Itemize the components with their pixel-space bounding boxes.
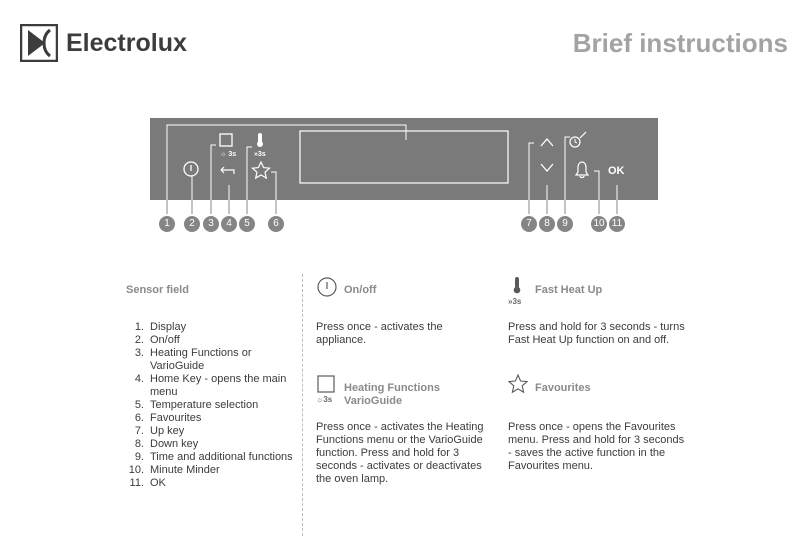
callout-3: 3 <box>203 216 219 232</box>
list-item-number: 7. <box>134 425 144 437</box>
list-item <box>124 438 294 451</box>
onoff-heading: On/off <box>344 284 377 296</box>
callout-1: 1 <box>159 216 175 232</box>
list-item <box>124 477 294 490</box>
heating-functions-heading: Heating Functions <box>344 382 440 394</box>
list-item-text: Favourites <box>150 412 202 424</box>
list-item <box>124 464 294 477</box>
callout-9: 9 <box>557 216 573 232</box>
list-item-text: On/off <box>150 334 180 346</box>
brand-name: Electrolux <box>66 28 187 57</box>
callout-10: 10 <box>591 216 607 232</box>
list-item <box>124 451 294 464</box>
sensor-field-list <box>124 321 294 490</box>
list-item-text: Down key <box>150 438 199 450</box>
list-item-text: Temperature selection <box>150 399 259 411</box>
callout-11: 11 <box>609 216 625 232</box>
list-item-text: OK <box>150 477 166 489</box>
favourites-description: Press once - opens the Favourites menu. Press and hold for 3 seconds - saves the active function in the Favourites menu. <box>508 421 685 472</box>
callout-2: 2 <box>184 216 200 232</box>
favourites-heading: Favourites <box>535 382 591 394</box>
list-item <box>124 425 294 438</box>
list-item <box>124 412 294 425</box>
callout-4: 4 <box>221 216 237 232</box>
fast-heat-up-description: Press and hold for 3 seconds - turns Fast Heat Up function on and off. <box>508 321 685 346</box>
fast-heat-hold-label: »3s <box>254 151 266 158</box>
list-item-number: 4. <box>134 373 144 385</box>
list-item-number: 6. <box>134 412 144 424</box>
list-item-number: 3. <box>134 347 144 359</box>
list-item-text: Heating Functions or VarioGuide <box>150 347 252 372</box>
ok-key[interactable]: OK <box>608 165 625 177</box>
lamp-hold-label: ☼ 3s <box>220 151 237 158</box>
fast-heat-hold-tag: »3s <box>508 297 522 306</box>
list-item-number: 9. <box>134 451 144 463</box>
fast-heat-up-heading: Fast Heat Up <box>535 284 603 296</box>
list-item-text: Minute Minder <box>150 464 220 476</box>
callout-8: 8 <box>539 216 555 232</box>
star-icon <box>508 374 528 394</box>
list-item <box>124 399 294 412</box>
list-item-number: 1. <box>134 321 144 333</box>
list-item <box>124 373 294 399</box>
column-divider <box>302 274 303 536</box>
heating-functions-description: Press once - activates the Heating Functions menu or the VarioGuide function. Press and hold for 3 seconds - activates or deactivates the oven lamp. <box>316 421 484 485</box>
heating-hold-tag: ☼3s <box>316 395 333 404</box>
callout-6: 6 <box>268 216 284 232</box>
list-item-number: 2. <box>134 334 144 346</box>
list-item-number: 10. <box>128 464 144 476</box>
list-item-text: Time and additional functions <box>150 451 293 463</box>
square-icon <box>317 375 335 393</box>
thermometer-icon <box>512 276 522 294</box>
callout-7: 7 <box>521 216 537 232</box>
sensor-field-heading: Sensor field <box>126 284 189 296</box>
list-item <box>124 334 294 347</box>
list-item-text: Home Key - opens the main menu <box>150 373 287 398</box>
onoff-description: Press once - activates the appliance. <box>316 321 443 346</box>
list-item-number: 11. <box>129 477 144 489</box>
list-item <box>124 347 294 373</box>
power-icon <box>316 276 338 298</box>
callout-5: 5 <box>239 216 255 232</box>
list-item-text: Up key <box>150 425 185 437</box>
list-item-text: Display <box>150 321 187 333</box>
variogude-heading: VarioGuide <box>344 395 403 407</box>
list-item-number: 5. <box>134 399 144 411</box>
list-item-number: 8. <box>134 438 144 450</box>
document-title: Brief instructions <box>572 28 788 58</box>
list-item <box>124 321 294 334</box>
